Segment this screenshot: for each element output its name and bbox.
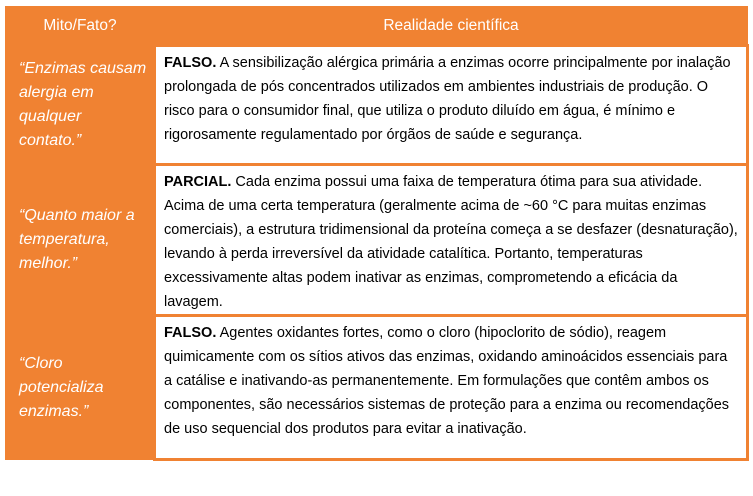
reality-text: Agentes oxidantes fortes, como o cloro (hipoclorito de sódio), reagem quimicamente com os sítios ativos das enzimas, oxidando aminoácidos essenciais para a catálise e inativando-as permanentemente. Em formulações que contêm ambos os componentes, são necessários sistemas de proteção para a enzima ou recomendações de uso sequencial dos produtos para evitar a inativação.	[164, 325, 730, 437]
verdict-label: FALSO.	[164, 55, 217, 71]
reality-text: Cada enzima possui uma faixa de temperatura ótima para sua atividade. Acima de uma certa temperatura (geralmente acima de ~60 °C para muitas enzimas comerciais), a estrutura tridimensional da proteína começa a se desfazer (desnaturação), levando à perda irreversível da atividade catalítica. Portanto, temperaturas excessivamente altas podem inativar as enzimas, comprometendo a eficácia da lavagem.	[164, 174, 738, 310]
myth-cell: “Cloro potencializa enzimas.”	[6, 316, 155, 460]
reality-cell	[155, 46, 748, 165]
reality-text: A sensibilização alérgica primária a enzimas ocorre principalmente por inalação prolongada de pós concentrados utilizados em ambientes industriais de produção. O risco para o consumidor final, que utiliza o produto diluído em água, é mínimo e rigorosamente regulamentado por órgãos de saúde e segurança.	[164, 55, 731, 143]
table-row	[6, 316, 748, 460]
myth-fact-table	[5, 6, 749, 461]
table-row	[6, 165, 748, 316]
myth-cell: “Enzimas causam alergia em qualquer contato.”	[6, 46, 155, 165]
reality-cell	[155, 316, 748, 460]
header-scientific-reality: Realidade científica	[155, 7, 748, 46]
table-row	[6, 46, 748, 165]
verdict-label: PARCIAL.	[164, 174, 232, 190]
myth-fact-table-container	[5, 6, 747, 461]
header-myth-fact: Mito/Fato?	[6, 7, 155, 46]
myth-cell: “Quanto maior a temperatura, melhor.”	[6, 165, 155, 316]
table-header-row	[6, 7, 748, 46]
verdict-label: FALSO.	[164, 325, 217, 341]
reality-cell	[155, 165, 748, 316]
